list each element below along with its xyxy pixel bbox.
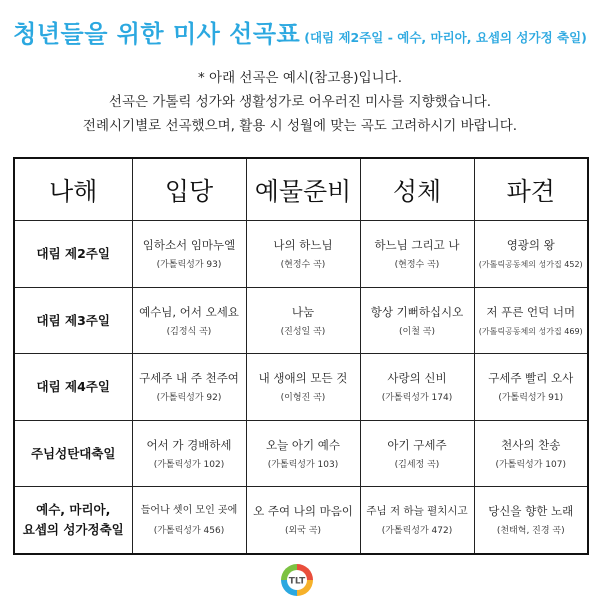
song-title: 내 생애의 모든 것 [258, 371, 348, 386]
song-title: 당신을 향한 노래 [488, 504, 574, 519]
song-source: (가톨릭성가 107) [495, 459, 567, 470]
song-source: (가톨릭성가 92) [156, 393, 222, 404]
header-communion: 성체 [360, 158, 474, 221]
song-cell [474, 287, 588, 354]
song-cell [474, 420, 588, 487]
header-year: 나해 [14, 158, 132, 221]
song-cell [360, 354, 474, 421]
row-label [14, 487, 132, 554]
row-label [14, 354, 132, 421]
header-entrance: 입당 [132, 158, 246, 221]
song-title: 항상 기뻐하십시오 [370, 304, 464, 319]
table-row [14, 420, 588, 487]
song-source: (가톨릭성가 174) [381, 393, 453, 404]
song-title: 아기 구세주 [387, 437, 447, 452]
song-cell [360, 420, 474, 487]
song-title: 구세주 빨리 오사 [488, 371, 574, 386]
row-label-line: 대림 제3주일 [36, 312, 110, 328]
song-title: 오 주여 나의 마음이 [253, 504, 353, 519]
song-title: 나의 하느님 [273, 238, 333, 253]
song-source: (가톨릭성가 91) [498, 393, 564, 404]
header-sending: 파견 [474, 158, 588, 221]
table-row [14, 221, 588, 288]
song-cell [360, 487, 474, 554]
song-cell [246, 487, 360, 554]
song-title: 주님 저 하늘 펼치시고 [366, 505, 468, 518]
song-source: (김세정 곡) [394, 459, 440, 470]
song-title: 어서 가 경배하세 [146, 437, 232, 452]
logo-text: TLT [288, 576, 306, 587]
song-title: 오늘 아기 예수 [266, 437, 340, 452]
table-row [14, 354, 588, 421]
song-cell [246, 287, 360, 354]
song-title: 들어나 셋이 모인 곳에 [140, 505, 238, 517]
song-title: 나눔 [291, 304, 315, 319]
song-title: 영광의 왕 [506, 238, 555, 253]
song-source: (천태혁, 진경 곡) [496, 526, 565, 537]
row-label [14, 287, 132, 354]
table-header-row [14, 158, 588, 221]
song-title: 임하소서 임마누엘 [142, 238, 236, 253]
notes-block [0, 66, 600, 138]
row-label-line: 요셉의 성가정축일 [22, 522, 124, 538]
song-source: (가톨릭공동체의 성가집 469) [478, 326, 583, 336]
song-cell [360, 287, 474, 354]
song-cell [132, 487, 246, 554]
song-title: 사랑의 신비 [387, 371, 447, 386]
row-label-line: 대림 제4주일 [36, 379, 110, 395]
row-label [14, 221, 132, 288]
song-title: 구세주 내 주 천주여 [139, 371, 239, 386]
row-label [14, 420, 132, 487]
song-source: (이철 곡) [399, 326, 435, 337]
song-cell [360, 221, 474, 288]
song-source: (현정수 곡) [280, 260, 326, 271]
song-cell [474, 487, 588, 554]
song-title: 천사의 찬송 [501, 437, 561, 452]
song-cell [132, 221, 246, 288]
note-line: * 아래 선곡은 예시(참고용)입니다. [198, 70, 402, 86]
song-source: (가톨릭성가 103) [267, 459, 339, 470]
song-cell [474, 354, 588, 421]
song-cell [132, 420, 246, 487]
song-cell [474, 221, 588, 288]
song-cell [132, 287, 246, 354]
song-source: (진성일 곡) [280, 326, 326, 337]
note-line: 선곡은 가톨릭 성가와 생활성가로 어우러진 미사를 지향했습니다. [108, 94, 492, 110]
song-cell [246, 420, 360, 487]
tlt-logo-icon [279, 562, 315, 598]
song-source: (가톨릭공동체의 성가집 452) [478, 260, 583, 270]
note-line: 전례시기별로 선곡했으며, 활용 시 성월에 맞는 곡도 고려하시기 바랍니다. [82, 118, 518, 134]
page-title [0, 14, 600, 49]
song-source: (가톨릭성가 472) [381, 526, 453, 537]
table-row [14, 487, 588, 554]
song-schedule-table [13, 157, 589, 555]
song-cell [246, 354, 360, 421]
song-title: 저 푸른 언덕 너머 [486, 304, 576, 319]
song-title: 하느님 그리고 나 [374, 238, 460, 253]
song-source: (외국 곡) [285, 526, 321, 537]
song-cell [246, 221, 360, 288]
song-source: (가톨릭성가 456) [153, 526, 225, 537]
header-offertory: 예물준비 [246, 158, 360, 221]
song-title: 예수님, 어서 오세요 [139, 304, 239, 319]
title-main: 청년들을 위한 미사 선곡표 [13, 20, 301, 48]
song-source: (가톨릭성가 102) [153, 459, 225, 470]
song-source: (김정식 곡) [166, 326, 212, 337]
title-subtitle: (대림 제2주일 - 예수, 마리아, 요셉의 성가정 축일) [304, 30, 587, 45]
song-source: (이형진 곡) [280, 393, 326, 404]
song-source: (현정수 곡) [394, 260, 440, 271]
row-label-line: 주님성탄대축일 [30, 445, 116, 461]
song-source: (가톨릭성가 93) [156, 260, 222, 271]
table-row [14, 287, 588, 354]
row-label-line: 대림 제2주일 [36, 246, 110, 262]
row-label-line: 예수, 마리아, [36, 502, 111, 518]
song-cell [132, 354, 246, 421]
